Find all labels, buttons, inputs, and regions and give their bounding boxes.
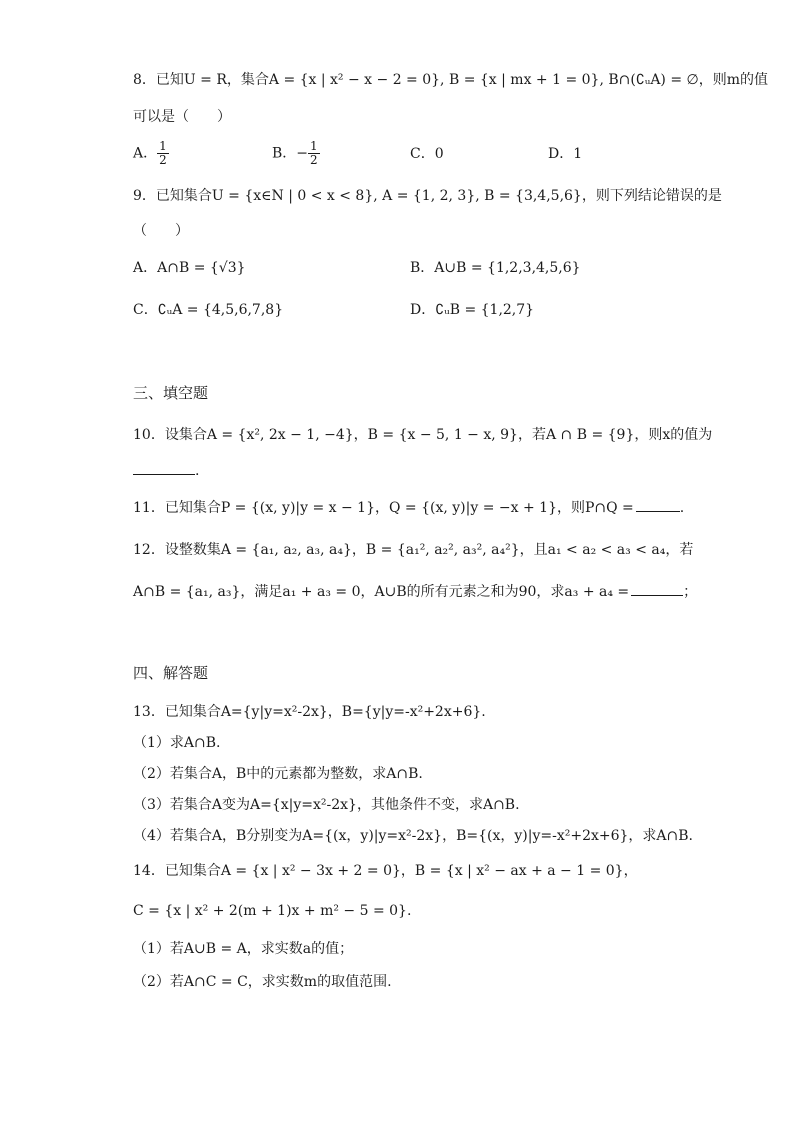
q8-option-a[interactable]: A． $\frac{1}{2}$ (133, 139, 167, 167)
q12-line2: A∩B = {a₁, a₃}，满足a₁ + a₃ = 0，A∪B的所有元素之和为90，求a₃ + a₄ = ； (133, 581, 697, 602)
q9-stem-cont: （ ） (133, 223, 189, 239)
q9-option-b[interactable]: B．A∪B = {1,2,3,4,5,6} (410, 260, 581, 276)
answer-blank[interactable] (133, 460, 195, 475)
q10-answer-line: . (133, 460, 199, 481)
q13-part1: （1）求A∩B. (133, 735, 221, 751)
q14-part1: （1）若A∪B = A，求实数a的值； (133, 941, 354, 957)
answer-blank[interactable] (636, 497, 680, 512)
q14-line1: 14．已知集合A = {x | x² − 3x + 2 = 0}，B = {x | x² − ax + a − 1 = 0}， (133, 863, 638, 879)
q9-option-c[interactable]: C．∁ᵤA = {4,5,6,7,8} (133, 302, 284, 318)
fraction: $\frac{1}{2}$ (310, 139, 318, 167)
q13-part2: （2）若集合A，B中的元素都为整数，求A∩B. (133, 766, 423, 782)
q9-stem: 9．已知集合U = {x∈N | 0 < x < 8}, A = {1, 2, 3}, B = {3,4,5,6}，则下列结论错误的是 (133, 188, 722, 204)
section-heading-solutions: 四、解答题 (133, 664, 209, 682)
q8-option-c[interactable]: C．0 (410, 146, 444, 162)
q14-part2: （2）若A∩C = C，求实数m的取值范围. (133, 974, 392, 990)
section-heading-fill-in: 三、填空题 (133, 384, 209, 402)
q8-stem: 8．已知U = R，集合A = {x | x² − x − 2 = 0}, B = {x | mx + 1 = 0}, B∩(∁ᵤA) = ∅，则m的值 (133, 72, 768, 88)
fraction: $\frac{1}{2}$ (159, 139, 167, 167)
q9-option-a[interactable]: A．A∩B = {√3} (133, 260, 246, 276)
q9-option-d[interactable]: D．∁ᵤB = {1,2,7} (410, 302, 535, 318)
q13-part4: （4）若集合A，B分别变为A={(x，y)|y=x²-2x}，B={(x，y)|y=-x²+2x+6}，求A∩B. (133, 828, 693, 844)
q14-line2: C = {x | x² + 2(m + 1)x + m² − 5 = 0}. (133, 903, 412, 919)
q8-option-d[interactable]: D．1 (548, 146, 583, 162)
q13-part3: （3）若集合A变为A={x|y=x²-2x}，其他条件不变，求A∩B. (133, 797, 520, 813)
q11-stem: 11．已知集合P = {(x, y)|y = x − 1}，Q = {(x, y)|y = −x + 1}，则P∩Q = . (133, 497, 684, 518)
answer-blank[interactable] (631, 581, 683, 596)
q8-stem-cont: 可以是（ ） (133, 109, 231, 125)
q13-stem: 13．已知集合A={y|y=x²-2x}，B={y|y=-x²+2x+6}. (133, 704, 486, 720)
q8-option-b[interactable]: B．− $\frac{1}{2}$ (272, 139, 318, 167)
q10-stem: 10．设集合A = {x², 2x − 1, −4}，B = {x − 5, 1 − x, 9}，若A ∩ B = {9}，则x的值为 (133, 427, 713, 443)
q12-line1: 12．设整数集A = {a₁, a₂, a₃, a₄}，B = {a₁², a₂², a₃², a₄²}，且a₁ < a₂ < a₃ < a₄，若 (133, 542, 694, 558)
